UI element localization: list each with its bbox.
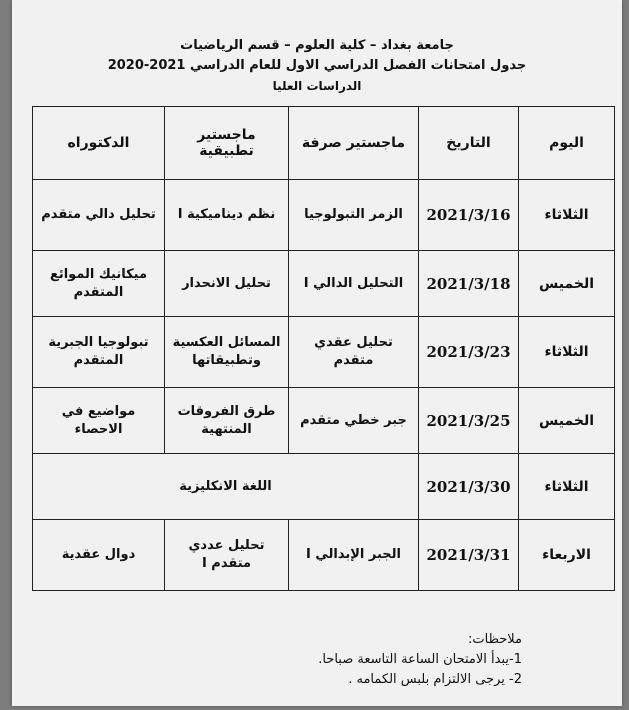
col-header-date: التاريخ <box>419 107 519 180</box>
university-line: جامعة بغداد – كلية العلوم – قسم الرياضيات <box>180 38 454 53</box>
notes-section <box>122 630 522 690</box>
cell-date: 2021/3/30 <box>419 454 519 520</box>
table-row <box>33 180 615 251</box>
note-item: 2- يرجى الالتزام بلبس الكمامه . <box>348 672 522 687</box>
cell-phd: مواضيع في الاحصاء <box>33 388 165 454</box>
cell-phd: تحليل دالي متقدم <box>33 180 165 251</box>
cell-applied: طرق الفروقات المنتهية <box>165 388 289 454</box>
note-item: 1-يبدأ الامتحان الساعة التاسعة صباحا. <box>318 652 522 667</box>
col-header-day: اليوم <box>519 107 615 180</box>
col-header-pure-masters: ماجستير صرفة <box>289 107 419 180</box>
table-header-row <box>33 107 615 180</box>
document-page <box>12 0 622 706</box>
schedule-title: جدول امتحانات الفصل الدراسي الاول للعام الدراسي 2021-2020 <box>107 58 527 73</box>
cell-phd: ميكانيك الموائع المتقدم <box>33 251 165 317</box>
cell-date: 2021/3/18 <box>419 251 519 317</box>
cell-pure: الجبر الإبدالي I <box>289 520 419 591</box>
col-header-phd: الدكتوراه <box>33 107 165 180</box>
notes-title: ملاحظات: <box>468 632 522 647</box>
cell-date: 2021/3/16 <box>419 180 519 251</box>
cell-day: الثلاثاء <box>519 180 615 251</box>
cell-day: الخميس <box>519 251 615 317</box>
document-header <box>32 36 602 96</box>
cell-applied: المسائل العكسية وتطبيقاتها <box>165 317 289 388</box>
table-row <box>33 388 615 454</box>
cell-pure: جبر خطي متقدم <box>289 388 419 454</box>
cell-day: الاربعاء <box>519 520 615 591</box>
cell-applied: تحليل الانحدار <box>165 251 289 317</box>
cell-date: 2021/3/31 <box>419 520 519 591</box>
exam-schedule-table <box>32 106 615 591</box>
cell-applied: تحليل عددي متقدم I <box>165 520 289 591</box>
cell-pure: التحليل الدالي I <box>289 251 419 317</box>
col-header-applied-masters: ماجستير تطبيقية <box>165 107 289 180</box>
cell-merged-subject: اللغة الانكليزية <box>33 454 419 520</box>
table-row <box>33 454 615 520</box>
cell-day: الثلاثاء <box>519 454 615 520</box>
program-line: الدراسات العليا <box>272 79 362 93</box>
cell-date: 2021/3/25 <box>419 388 519 454</box>
table-row <box>33 317 615 388</box>
cell-day: الثلاثاء <box>519 317 615 388</box>
cell-phd: تبولوجيا الجبرية المتقدم <box>33 317 165 388</box>
cell-day: الخميس <box>519 388 615 454</box>
cell-applied: نظم ديناميكية I <box>165 180 289 251</box>
cell-pure: تحليل عقدي متقدم <box>289 317 419 388</box>
cell-pure: الزمر التبولوجيا <box>289 180 419 251</box>
table-row <box>33 251 615 317</box>
cell-date: 2021/3/23 <box>419 317 519 388</box>
cell-phd: دوال عقدية <box>33 520 165 591</box>
table-row <box>33 520 615 591</box>
